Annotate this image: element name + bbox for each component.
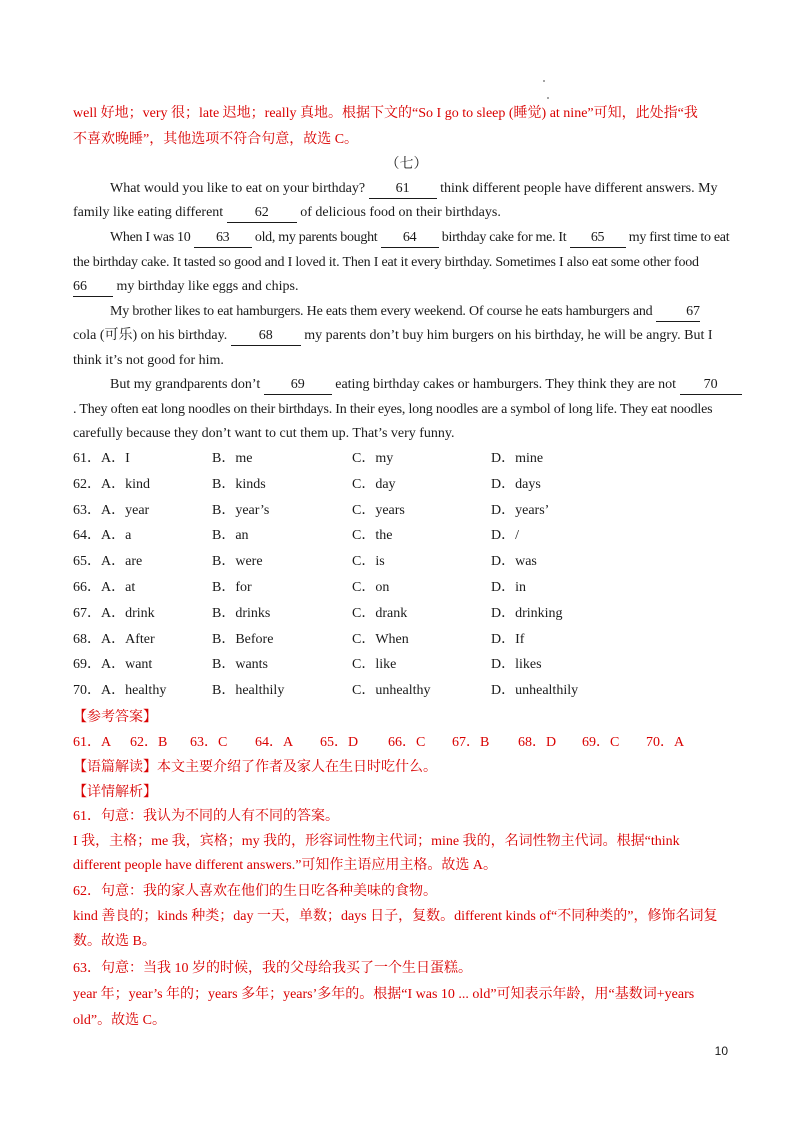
option-a: A．healthy: [101, 683, 167, 699]
option-b: B．me: [212, 451, 253, 466]
answer-item: 66．C: [388, 735, 426, 750]
explanation-line: kind 善良的；kinds 种类；day 一天，单数；days 日子，复数。different kinds of“不同种类的”，修饰名词复: [73, 909, 718, 924]
answer-item: 62．B: [130, 735, 168, 750]
passage-text: think different people have different answers. My: [440, 181, 718, 196]
passage-line: [110, 373, 740, 397]
option-d: D．/: [491, 528, 519, 544]
explanation-line: different people have different answers.”可知作主语应用主格。故选 A。: [73, 858, 498, 873]
passage-text: But my grandparents don’t: [110, 377, 261, 392]
explanation-line: I 我，主格；me 我，宾格；my 我的，形容词性物主代词；mine 我的，名词性物主代词。根据“think: [73, 834, 680, 849]
question-number: 66．: [73, 580, 101, 595]
passage-line: [73, 275, 740, 299]
option-c: C．years: [352, 502, 405, 518]
option-a: A．year: [101, 502, 150, 518]
option-a: A．are: [101, 554, 143, 570]
explanation-line: 61．句意：我认为不同的人有不同的答案。: [73, 809, 339, 824]
blank-69: 69: [264, 376, 332, 395]
passage-text: When I was 10: [110, 230, 191, 245]
question-number: 64．: [73, 528, 101, 544]
blank-65: 65: [570, 229, 626, 248]
option-c: C．When: [352, 631, 409, 647]
option-d: D．likes: [491, 657, 542, 673]
option-c: C．unhealthy: [352, 683, 431, 699]
passage-text: my first time to eat: [628, 230, 730, 245]
option-a: A．drink: [101, 605, 155, 621]
option-c: C．the: [352, 528, 393, 544]
passage-text: my birthday like eggs and chips.: [116, 279, 299, 294]
option-d: D．mine: [491, 451, 544, 466]
scan-dot: [543, 80, 545, 82]
option-d: D．If: [491, 631, 525, 647]
blank-64: 64: [381, 229, 439, 248]
option-d: D．unhealthily: [491, 683, 579, 699]
option-b: B．year’s: [212, 502, 270, 518]
option-d: D．in: [491, 580, 526, 595]
passage-line: [110, 177, 740, 201]
explanation-line: old”。故选 C。: [73, 1013, 166, 1028]
question-number: 68．: [73, 631, 101, 647]
passage-text: of delicious food on their birthdays.: [300, 205, 501, 220]
scan-dot: [547, 97, 549, 99]
answer-item: 69．C: [582, 735, 620, 750]
passage-line: the birthday cake. It tasted so good and I loved it. Then I eat it every birthday. Sometimes I also eat some other food: [73, 255, 699, 270]
passage-text: What would you like to eat on your birthday?: [110, 181, 366, 196]
option-c: C．is: [352, 554, 385, 570]
passage-text: cola (可乐) on his birthday.: [73, 328, 228, 343]
section-title: （七）: [385, 157, 428, 172]
blank-70: 70: [680, 376, 742, 395]
option-d: D．was: [491, 554, 537, 570]
question-number: 69．: [73, 657, 101, 673]
question-number: 65．: [73, 554, 101, 570]
option-d: D．years’: [491, 502, 550, 518]
question-number: 63．: [73, 502, 101, 518]
passage-text: My brother likes to eat hamburgers. He eats them every weekend. Of course he eats hamburgers and: [110, 304, 653, 319]
option-c: C．like: [352, 657, 397, 673]
option-b: B．kinds: [212, 476, 266, 492]
option-c: C．on: [352, 580, 390, 595]
option-b: B．drinks: [212, 605, 271, 621]
question-number: 67．: [73, 605, 101, 621]
option-a: A．a: [101, 528, 132, 544]
passage-line: . They often eat long noodles on their birthdays. In their eyes, long noodles are a symbol of long life. They eat noodles: [73, 402, 713, 417]
summary: 【语篇解读】本文主要介绍了作者及家人在生日时吃什么。: [73, 760, 437, 775]
passage-line: [73, 324, 740, 348]
option-b: B．for: [212, 580, 252, 595]
option-d: D．drinking: [491, 605, 563, 621]
passage-line: carefully because they don’t want to cut them up. That’s very funny.: [73, 426, 455, 441]
blank-67: 67: [656, 303, 700, 322]
answer-item: 67．B: [452, 735, 490, 750]
passage-line: [110, 226, 740, 250]
passage-line: [110, 300, 740, 324]
intro-line-1: well 好地；very 很；late 迟地；really 真地。根据下文的“So I go to sleep (睡觉) at nine”可知，此处指“我: [73, 106, 698, 121]
question-number: 61．: [73, 451, 101, 466]
answer-heading: 【参考答案】: [73, 710, 157, 725]
answer-item: 61．A: [73, 735, 112, 750]
answer-item: 68．D: [518, 735, 557, 750]
option-c: C．drank: [352, 605, 408, 621]
option-c: C．day: [352, 476, 396, 492]
passage-text: eating birthday cakes or hamburgers. They think they are not: [335, 377, 677, 392]
blank-68: 68: [231, 327, 301, 346]
intro-line-2: 不喜欢晚睡”，其他选项不符合句意，故选 C。: [73, 132, 359, 147]
blank-62: 62: [227, 204, 297, 223]
answer-item: 64．A: [255, 735, 294, 750]
option-b: B．Before: [212, 631, 274, 647]
blank-66: 66: [73, 278, 113, 297]
explanation-line: 数。故选 B。: [73, 934, 156, 949]
question-number: 70．: [73, 683, 101, 699]
option-a: A．kind: [101, 476, 150, 492]
explanation-line: 63．句意：当我 10 岁的时候，我的父母给我买了一个生日蛋糕。: [73, 961, 472, 976]
explanation-line: year 年；year’s 年的；years 多年；years’多年的。根据“I was 10 ... old”可知表示年龄，用“基数词+years: [73, 987, 695, 1002]
option-a: A．After: [101, 631, 155, 647]
option-b: B．wants: [212, 657, 268, 673]
option-b: B．healthily: [212, 683, 285, 699]
answer-item: 70．A: [646, 735, 685, 750]
passage-text: my parents don’t buy him burgers on his birthday, he will be angry. But I: [304, 328, 713, 343]
question-number: 62．: [73, 476, 101, 492]
passage-text: old, my parents bought: [254, 230, 378, 245]
option-b: B．were: [212, 554, 263, 570]
option-a: A．at: [101, 580, 136, 595]
passage-text: family like eating different: [73, 205, 224, 220]
blank-61: 61: [369, 180, 437, 199]
option-c: C．my: [352, 451, 394, 466]
blank-63: 63: [194, 229, 252, 248]
detail-heading: 【详情解析】: [73, 785, 157, 800]
option-b: B．an: [212, 528, 249, 544]
passage-line: think it’s not good for him.: [73, 353, 224, 368]
passage-text: birthday cake for me. It: [441, 230, 567, 245]
option-a: A．I: [101, 451, 130, 466]
answer-item: 63．C: [190, 735, 228, 750]
passage-line: [73, 201, 740, 225]
option-d: D．days: [491, 476, 541, 492]
answer-item: 65．D: [320, 735, 359, 750]
option-a: A．want: [101, 657, 153, 673]
page-number: 10: [714, 1044, 728, 1058]
explanation-line: 62．句意：我的家人喜欢在他们的生日吃各种美味的食物。: [73, 884, 437, 899]
